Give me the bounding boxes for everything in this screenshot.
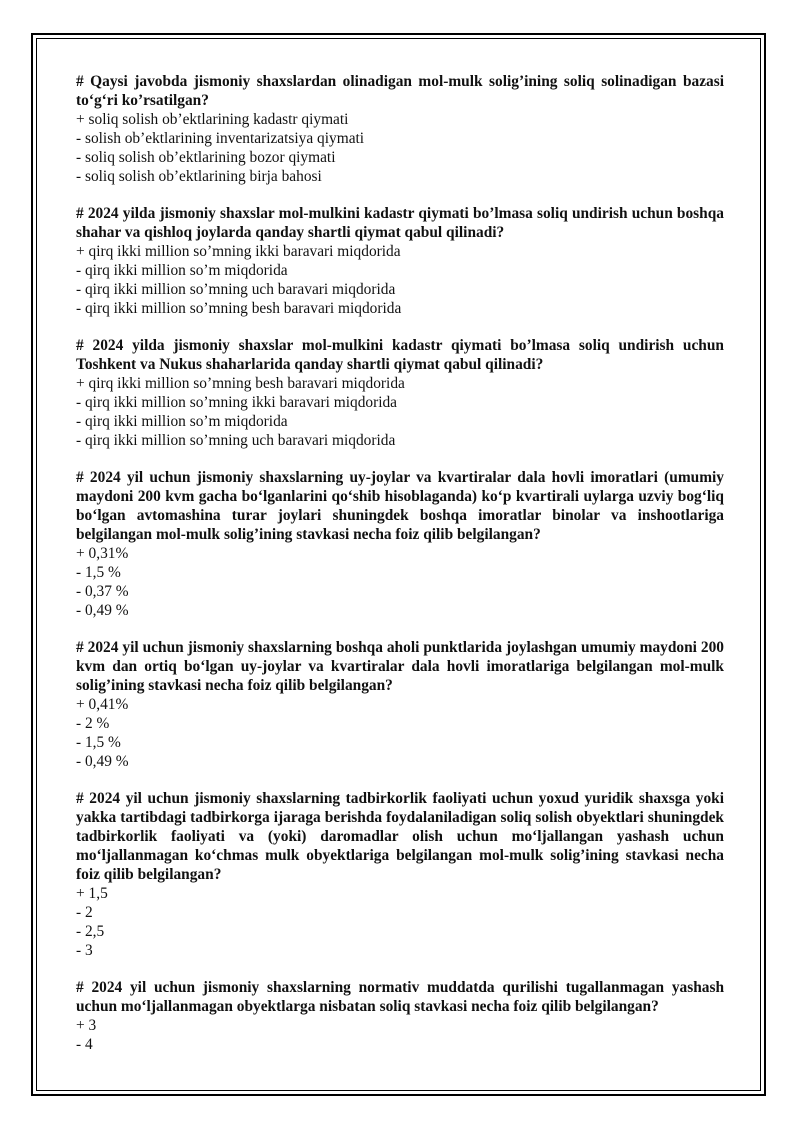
- question-block: [76, 72, 724, 186]
- answer-option: - 0,37 %: [76, 583, 129, 600]
- answer-option: - solish ob’ektlarining inventarizatsiya qiymati: [76, 130, 365, 147]
- answer-option: - 3: [76, 942, 93, 959]
- question-text: # 2024 yilda jismoniy shaxslar mol-mulkini kadastr qiymati bo’lmasa soliq undirish uchun boshqa shahar va qishloq joylarda qanday shartli qiymat qabul qilinadi?: [76, 205, 724, 241]
- answer-option: - soliq solish ob’ektlarining bozor qiymati: [76, 149, 336, 166]
- question-text: # 2024 yilda jismoniy shaxslar mol-mulkini kadastr qiymati bo’lmasa soliq undirish uchun Toshkent va Nukus shaharlarida qanday shartli qiymat qabul qilinadi?: [76, 337, 724, 373]
- answer-option: - 1,5 %: [76, 734, 121, 751]
- question-block: [76, 204, 724, 318]
- answer-option: - soliq solish ob’ektlarining birja bahosi: [76, 168, 322, 185]
- question-block: [76, 978, 724, 1054]
- answer-option: - 1,5 %: [76, 564, 121, 581]
- answer-option: + qirq ikki million so’mning ikki baravari miqdorida: [76, 243, 401, 260]
- answer-option: - qirq ikki million so’mning uch baravari miqdorida: [76, 281, 396, 298]
- answer-option: + 0,31%: [76, 545, 129, 562]
- question-block: [76, 336, 724, 450]
- answer-option: - 4: [76, 1036, 93, 1053]
- answer-option: - 2: [76, 904, 93, 921]
- question-block: [76, 638, 724, 771]
- question-text: # 2024 yil uchun jismoniy shaxslarning boshqa aholi punktlarida joylashgan umumiy maydoni 200 kvm dan ortiq bo‘lgan uy-joylar va kvartiralar dala hovli imoratlariga belgilangan mol-mulk solig’ining stavkasi necha foiz qilib belgilangan?: [76, 639, 724, 694]
- answer-option: - 0,49 %: [76, 602, 129, 619]
- answer-option: - qirq ikki million so’mning besh baravari miqdorida: [76, 300, 402, 317]
- answer-option: + 0,41%: [76, 696, 129, 713]
- question-text: # 2024 yil uchun jismoniy shaxslarning normativ muddatda qurilishi tugallanmagan yashash uchun mo‘ljallanmagan obyektlarga nisbatan soliq stavkasi necha foiz qilib belgilangan?: [76, 979, 724, 1015]
- answer-option: - qirq ikki million so’mning uch baravari miqdorida: [76, 432, 396, 449]
- question-block: [76, 789, 724, 960]
- answer-option: - qirq ikki million so’m miqdorida: [76, 262, 288, 279]
- question-text: # Qaysi javobda jismoniy shaxslardan olinadigan mol-mulk solig’ining soliq solinadigan bazasi to‘g‘ri ko’rsatilgan?: [76, 73, 724, 109]
- answer-option: + 1,5: [76, 885, 108, 902]
- answer-option: - qirq ikki million so’mning ikki baravari miqdorida: [76, 394, 398, 411]
- question-text: # 2024 yil uchun jismoniy shaxslarning uy-joylar va kvartiralar dala hovli imoratlari (umumiy maydoni 200 kvm gacha bo‘lganlarini qo‘shib hisoblaganda) ko‘p kvartirali uylarga uzviy bog‘liq bo‘lgan avtomashina turar joylari shuningdek boshqa imoratlar binolar va inshootlariga belgilangan mol-mulk solig’ining stavkasi necha foiz qilib belgilangan?: [76, 469, 724, 543]
- document-content: [76, 72, 724, 1072]
- answer-option: - 2,5: [76, 923, 105, 940]
- answer-option: + 3: [76, 1017, 97, 1034]
- question-block: [76, 468, 724, 620]
- answer-option: + soliq solish ob’ektlarining kadastr qiymati: [76, 111, 349, 128]
- question-text: # 2024 yil uchun jismoniy shaxslarning tadbirkorlik faoliyati uchun yoxud yuridik shaxsga yoki yakka tartibdagi tadbirkorga ijaraga berishda foydalaniladigan soliq solish obyektlari shuningdek tadbirkorlik faoliyati va (yoki) daromadlar olish uchun mo‘ljallangan yashash uchun mo‘ljallanmagan ko‘chmas mulk obyektlariga belgilangan mol-mulk solig’ining stavkasi necha foiz qilib belgilangan?: [76, 790, 724, 883]
- answer-option: - 2 %: [76, 715, 110, 732]
- answer-option: - qirq ikki million so’m miqdorida: [76, 413, 288, 430]
- answer-option: + qirq ikki million so’mning besh baravari miqdorida: [76, 375, 405, 392]
- answer-option: - 0,49 %: [76, 753, 129, 770]
